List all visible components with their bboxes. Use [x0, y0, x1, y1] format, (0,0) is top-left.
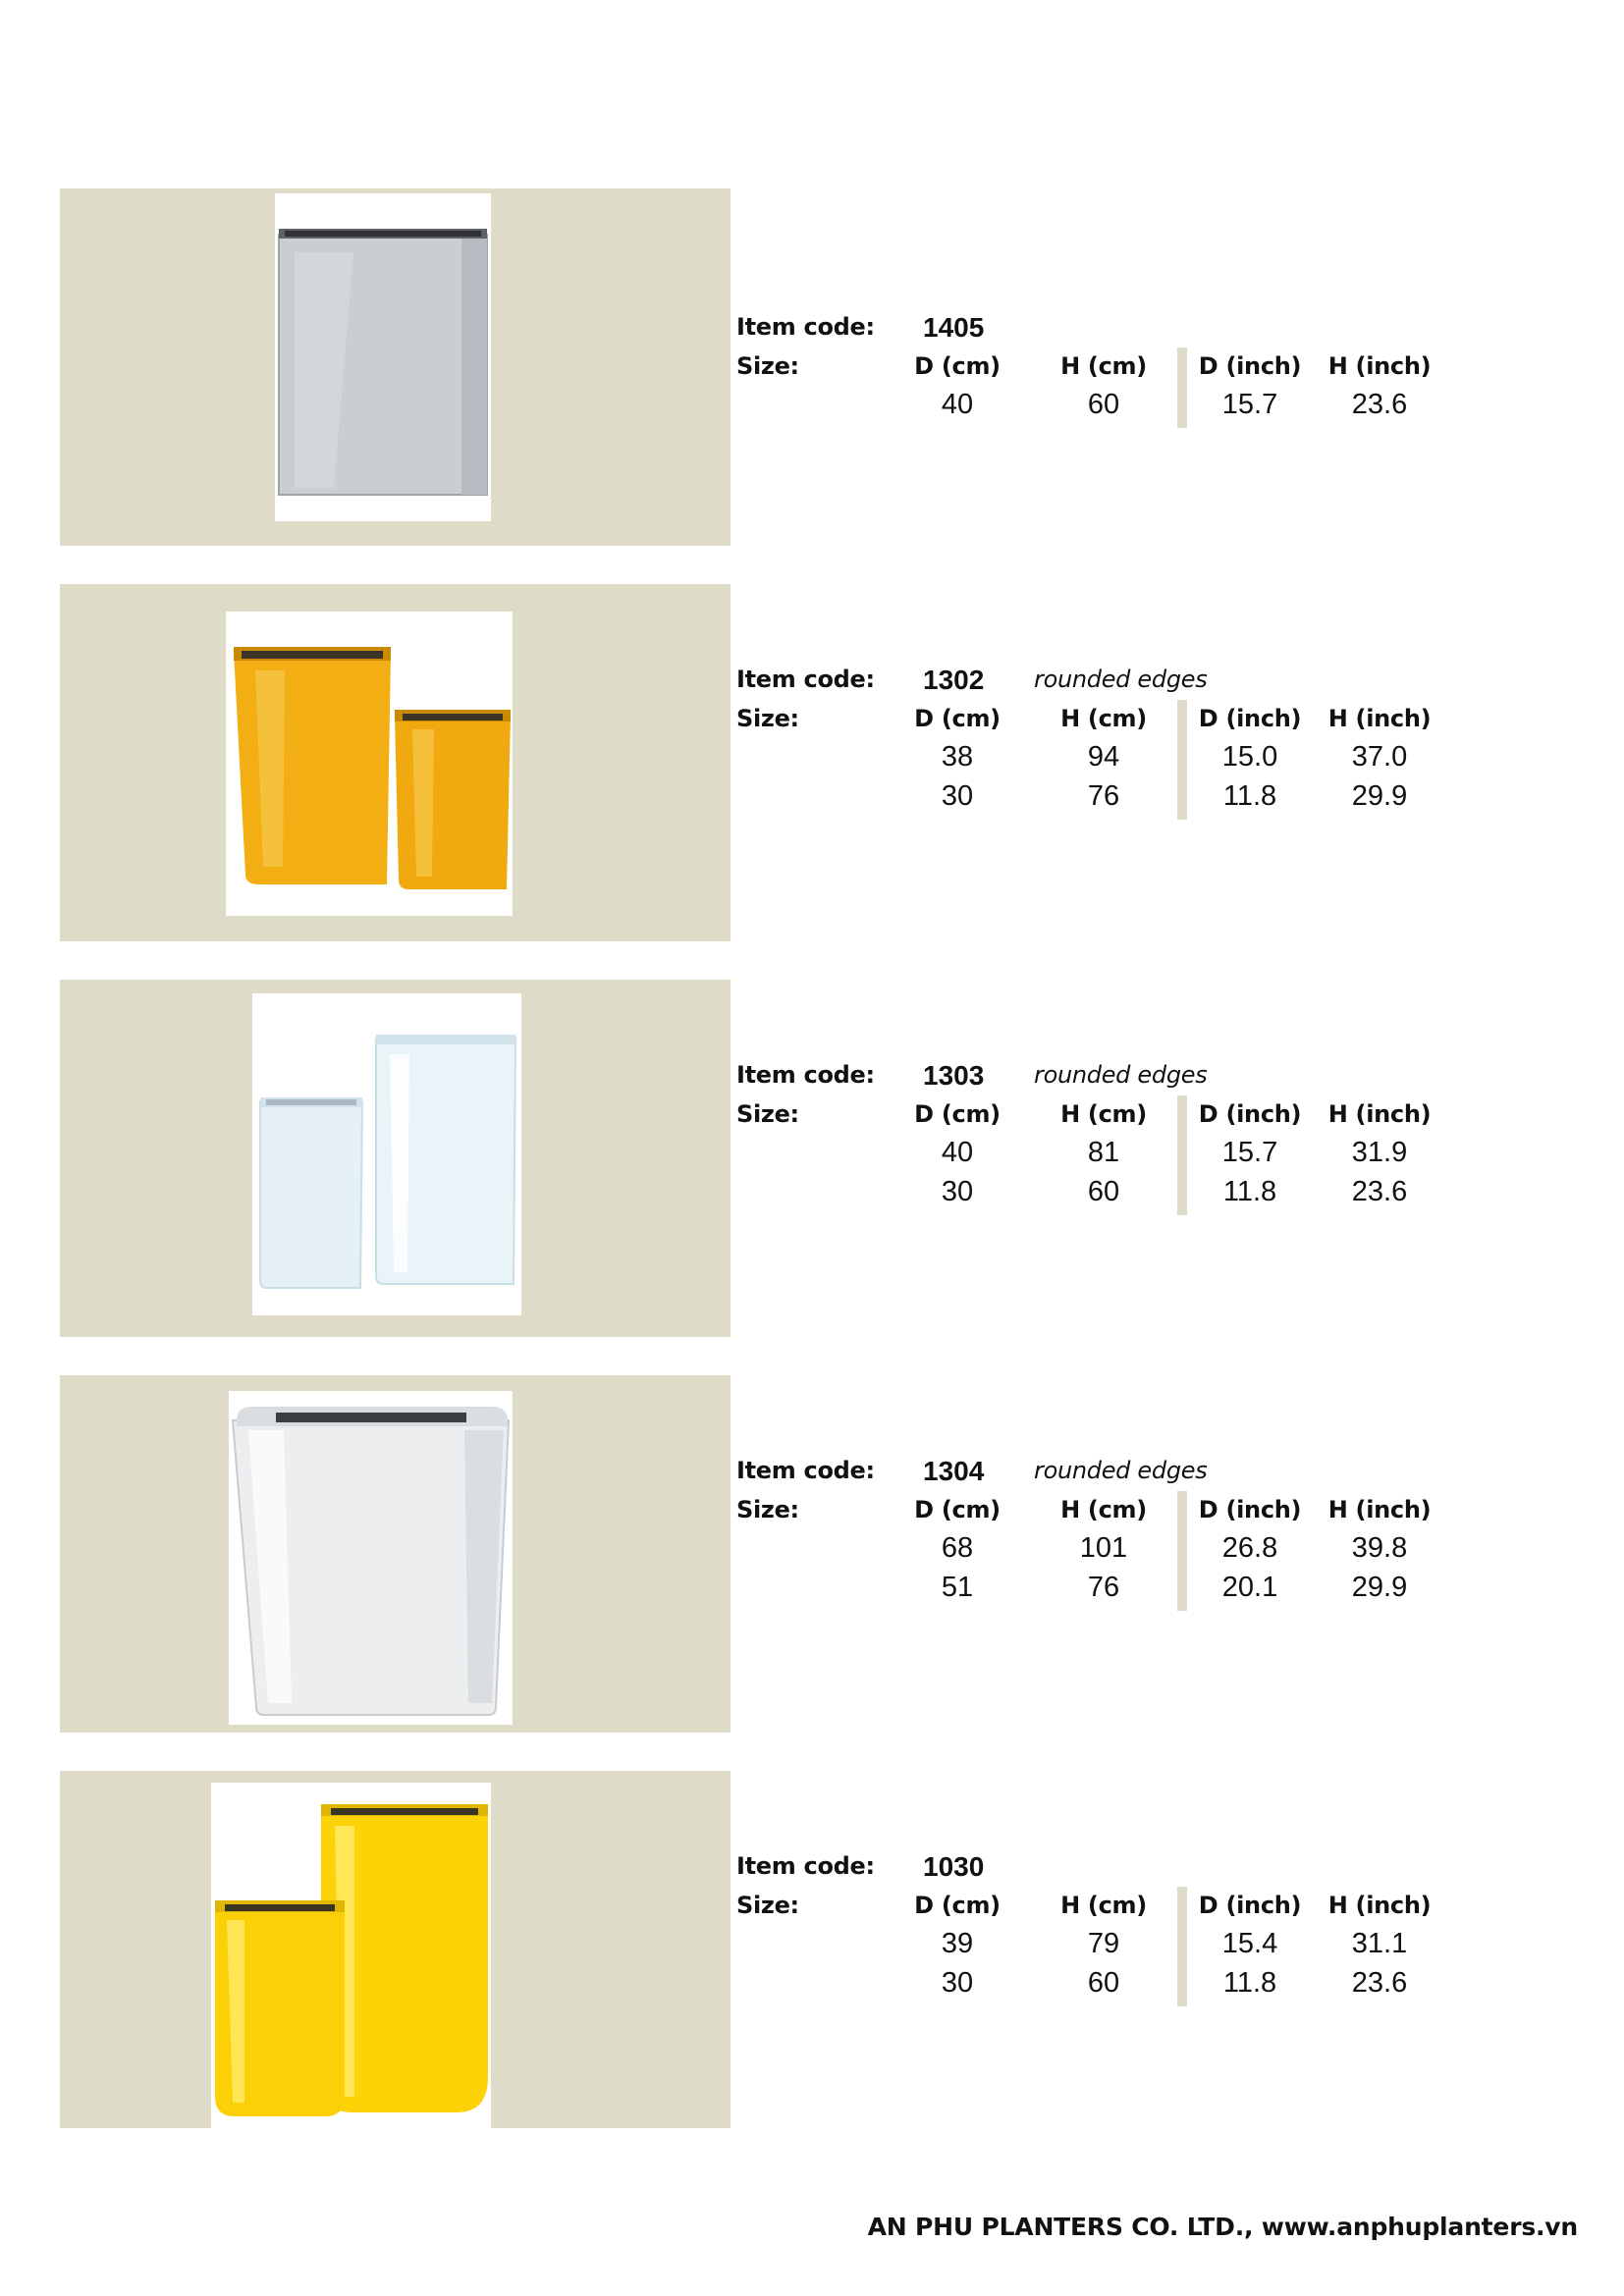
- unit-separator: [1177, 1095, 1187, 1215]
- col-header-d-inch: D (inch): [1198, 1496, 1302, 1523]
- photo-panel: [60, 1771, 731, 2128]
- value-h-inch: 37.0: [1351, 741, 1408, 773]
- value-h-inch: 23.6: [1351, 1967, 1408, 1999]
- product-photo: [275, 193, 491, 521]
- photo-panel: [60, 584, 731, 941]
- product-photo: [252, 993, 521, 1315]
- amber-planter-image: [226, 612, 513, 916]
- photo-panel: [60, 980, 731, 1337]
- col-header-d-inch: D (inch): [1198, 1892, 1302, 1919]
- value-d-inch: 15.7: [1221, 1137, 1278, 1168]
- col-header-h-cm: H (cm): [1060, 1100, 1147, 1128]
- value-h-inch: 39.8: [1351, 1532, 1408, 1564]
- value-d-inch: 11.8: [1222, 1176, 1277, 1207]
- col-header-d-inch: D (inch): [1198, 705, 1302, 732]
- value-d-cm: 30: [941, 780, 974, 812]
- item-code-value: 1302: [923, 665, 985, 695]
- col-header-d-cm: D (cm): [914, 1100, 1001, 1128]
- col-header-h-inch: H (inch): [1327, 1496, 1432, 1523]
- value-d-cm: 40: [941, 1137, 974, 1168]
- item-code-label: Item code:: [736, 1061, 875, 1089]
- product-info: [736, 584, 1581, 941]
- col-header-h-inch: H (inch): [1327, 1100, 1432, 1128]
- col-header-d-cm: D (cm): [914, 1496, 1001, 1523]
- item-note: rounded edges: [1034, 666, 1208, 693]
- value-d-cm: 30: [941, 1176, 974, 1207]
- item-note: rounded edges: [1034, 1061, 1208, 1089]
- col-header-h-inch: H (inch): [1327, 705, 1432, 732]
- value-h-cm: 79: [1087, 1928, 1120, 1959]
- item-code-label: Item code:: [736, 666, 875, 693]
- value-d-cm: 30: [941, 1967, 974, 1999]
- item-code-value: 1303: [923, 1060, 985, 1091]
- product-info: [736, 980, 1581, 1337]
- col-header-d-cm: D (cm): [914, 352, 1001, 380]
- item-code-label: Item code:: [736, 1457, 875, 1484]
- value-d-inch: 15.7: [1221, 389, 1278, 420]
- item-code-value: 1405: [923, 312, 985, 343]
- value-h-inch: 29.9: [1351, 780, 1408, 812]
- unit-separator: [1177, 347, 1187, 428]
- value-d-inch: 15.4: [1221, 1928, 1278, 1959]
- product-block-1304: [0, 1375, 1624, 1733]
- value-d-inch: 15.0: [1221, 741, 1278, 773]
- value-h-inch: 23.6: [1351, 389, 1408, 420]
- size-label: Size:: [736, 1892, 799, 1919]
- product-info: [736, 1771, 1581, 2128]
- yellow-planter-image: [211, 1783, 491, 2128]
- value-h-cm: 60: [1087, 389, 1120, 420]
- value-h-cm: 76: [1087, 780, 1120, 812]
- col-header-h-inch: H (inch): [1327, 352, 1432, 380]
- size-label: Size:: [736, 1496, 799, 1523]
- unit-separator: [1177, 1887, 1187, 2006]
- size-label: Size:: [736, 705, 799, 732]
- col-header-h-cm: H (cm): [1060, 1892, 1147, 1919]
- value-d-cm: 40: [941, 389, 974, 420]
- value-d-cm: 38: [941, 741, 974, 773]
- value-h-cm: 60: [1087, 1176, 1120, 1207]
- value-h-inch: 23.6: [1351, 1176, 1408, 1207]
- unit-separator: [1177, 1491, 1187, 1611]
- value-h-cm: 101: [1079, 1532, 1128, 1564]
- value-h-inch: 31.9: [1351, 1137, 1408, 1168]
- col-header-h-cm: H (cm): [1060, 1496, 1147, 1523]
- value-h-cm: 94: [1087, 741, 1120, 773]
- value-d-cm: 68: [941, 1532, 974, 1564]
- value-h-inch: 29.9: [1351, 1572, 1408, 1603]
- product-photo: [229, 1391, 513, 1725]
- size-label: Size:: [736, 352, 799, 380]
- value-d-inch: 20.1: [1221, 1572, 1278, 1603]
- value-h-cm: 76: [1087, 1572, 1120, 1603]
- product-block-1303: [0, 980, 1624, 1337]
- value-h-cm: 81: [1087, 1137, 1120, 1168]
- size-label: Size:: [736, 1100, 799, 1128]
- value-h-cm: 60: [1087, 1967, 1120, 1999]
- item-code-label: Item code:: [736, 313, 875, 341]
- photo-panel: [60, 188, 731, 546]
- item-code-label: Item code:: [736, 1852, 875, 1880]
- product-photo: [211, 1783, 491, 2128]
- value-h-inch: 31.1: [1351, 1928, 1408, 1959]
- product-photo: [226, 612, 513, 916]
- col-header-d-inch: D (inch): [1198, 1100, 1302, 1128]
- product-block-1405: [0, 188, 1624, 546]
- value-d-cm: 51: [941, 1572, 974, 1603]
- value-d-cm: 39: [941, 1928, 974, 1959]
- item-note: rounded edges: [1034, 1457, 1208, 1484]
- company-footer: AN PHU PLANTERS CO. LTD., www.anphuplanters.vn: [867, 2213, 1578, 2241]
- col-header-h-cm: H (cm): [1060, 705, 1147, 732]
- white-planter-image: [229, 1391, 513, 1725]
- product-block-1030: [0, 1771, 1624, 2128]
- product-info: [736, 188, 1581, 546]
- col-header-d-cm: D (cm): [914, 1892, 1001, 1919]
- grey-planter-image: [275, 193, 491, 521]
- col-header-h-cm: H (cm): [1060, 352, 1147, 380]
- col-header-h-inch: H (inch): [1327, 1892, 1432, 1919]
- value-d-inch: 26.8: [1221, 1532, 1278, 1564]
- item-code-value: 1304: [923, 1456, 985, 1486]
- value-d-inch: 11.8: [1222, 780, 1277, 812]
- product-info: [736, 1375, 1581, 1733]
- pale-blue-planter-image: [252, 993, 521, 1315]
- product-block-1302: [0, 584, 1624, 941]
- photo-panel: [60, 1375, 731, 1733]
- value-d-inch: 11.8: [1222, 1967, 1277, 1999]
- item-code-value: 1030: [923, 1851, 985, 1882]
- col-header-d-cm: D (cm): [914, 705, 1001, 732]
- unit-separator: [1177, 700, 1187, 820]
- col-header-d-inch: D (inch): [1198, 352, 1302, 380]
